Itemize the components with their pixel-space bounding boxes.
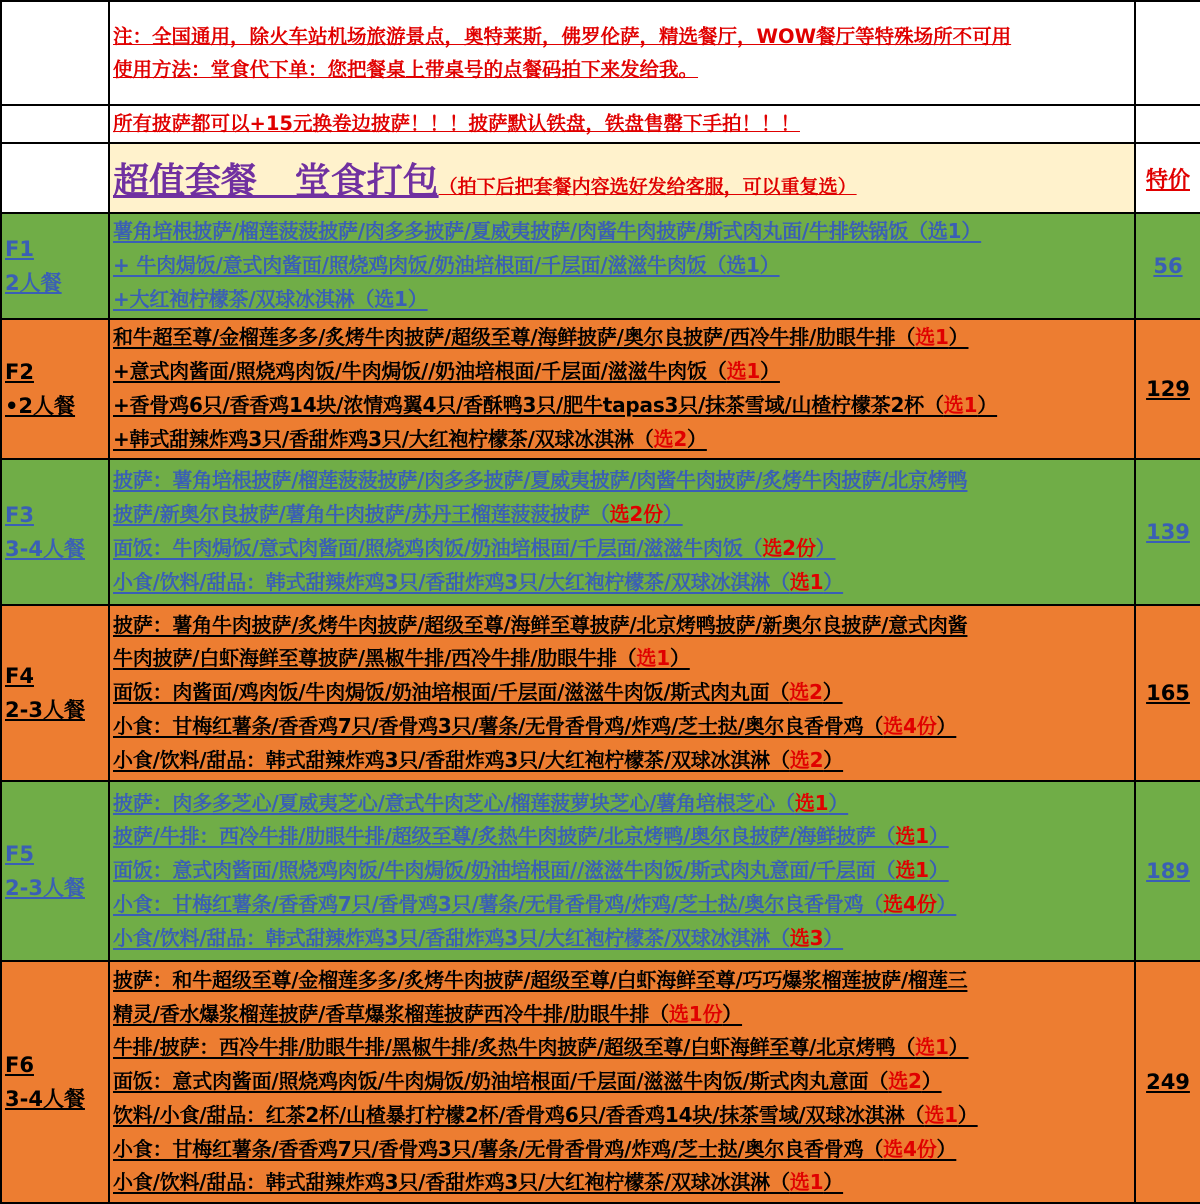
choice-count: 选3: [789, 925, 824, 950]
package-line-tail: ）: [928, 824, 949, 849]
package-size: 3-4人餐: [5, 1087, 85, 1111]
package-line-text: 小食/饮料/甜品：韩式甜辣炸鸡3只/香甜炸鸡3只/大红袍柠檬茶/双球冰淇淋（: [113, 569, 790, 594]
package-price: 249: [1146, 1070, 1190, 1094]
empty-cell: [1, 105, 109, 143]
choice-count: 选2: [789, 747, 824, 772]
package-size: •2人餐: [5, 394, 76, 418]
package-row: [1, 781, 1200, 961]
package-price: 129: [1146, 377, 1190, 401]
package-line: [113, 1031, 1131, 1065]
choice-count: 选1: [943, 393, 978, 417]
package-row: [1, 213, 1200, 319]
package-line-text: 面饭：肉酱面/鸡肉饭/牛肉焗饭/奶油培根面/千层面/滋滋牛肉饭/斯式肉丸面（: [113, 680, 790, 705]
package-line-text: 小食/饮料/甜品：韩式甜辣炸鸡3只/香甜炸鸡3只/大红袍柠檬茶/双球冰淇淋（: [113, 1170, 790, 1195]
package-line: [113, 566, 1131, 600]
package-code: F6: [5, 1053, 34, 1077]
empty-cell: [1135, 105, 1200, 143]
package-line-tail: ）: [936, 713, 957, 738]
header-cell: [109, 143, 1135, 213]
package-line: [113, 1133, 1131, 1167]
package-line: [113, 215, 1131, 249]
package-line-tail: ）: [722, 1001, 743, 1026]
package-line-tail: ）: [957, 1102, 978, 1127]
package-line-text: 薯角培根披萨/榴莲菠菠披萨/肉多多披萨/夏威夷披萨/肉酱牛肉披萨/斯式肉丸面/牛排铁锅饭（选1）: [113, 219, 982, 244]
package-size: 2-3人餐: [5, 876, 85, 900]
choice-count: 选1: [794, 790, 829, 815]
choice-count: 选1: [636, 646, 670, 671]
package-price-cell: [1135, 319, 1200, 459]
package-line: [113, 498, 1131, 532]
package-line: [113, 820, 1131, 854]
package-id-cell: [1, 961, 109, 1203]
package-line-tail: ）: [948, 1035, 969, 1060]
package-content-cell: [109, 781, 1135, 961]
package-content-cell: [109, 961, 1135, 1203]
package-line: [113, 1065, 1131, 1099]
package-row: [1, 319, 1200, 459]
package-line-text: 披萨：肉多多芝心/夏威夷芝心/意式牛肉芝心/榴莲菠萝块芝心/薯角培根芝心（: [113, 790, 795, 815]
package-line-text: 饮料/小食/甜品：红茶2杯/山楂暴打柠檬2杯/香骨鸡6只/香香鸡14块/抹茶雪域/双球冰淇淋（: [113, 1102, 925, 1127]
price-header: 特价: [1145, 167, 1190, 193]
package-code: F3: [5, 503, 34, 527]
choice-count: 选2: [789, 680, 823, 705]
choice-count: 选1: [789, 569, 824, 594]
choice-count: 选1份: [668, 1001, 723, 1026]
package-id-cell: [1, 213, 109, 319]
package-line-text: 精灵/香水爆浆榴莲披萨/香草爆浆榴莲披萨西冷牛排/肋眼牛排（: [113, 1001, 669, 1026]
package-line-text: 和牛超至尊/金榴莲多多/炙烤牛肉披萨/超级至尊/海鲜披萨/奥尔良披萨/西冷牛排/肋眼牛排（: [113, 325, 916, 350]
package-content-cell: [109, 213, 1135, 319]
package-price: 139: [1146, 520, 1190, 544]
notice-row-1: [1, 1, 1200, 105]
package-line-text: 披萨：薯角牛肉披萨/炙烤牛肉披萨/超级至尊/海鲜至尊披萨/北京烤鸭披萨/新奥尔良披萨/意式肉酱: [113, 612, 968, 637]
package-line-tail: ）: [921, 1069, 942, 1094]
package-price-cell: [1135, 961, 1200, 1203]
package-line-tail: ）: [760, 359, 780, 384]
choice-count: 选4份: [883, 1136, 937, 1161]
package-row: [1, 459, 1200, 605]
package-line-text: 面饭：意式肉酱面/照烧鸡肉饭/牛肉焗饭/奶油培根面//滋滋牛肉饭/斯式肉丸意面/千层面（: [113, 858, 896, 883]
package-price-cell: [1135, 605, 1200, 781]
package-content-cell: [109, 605, 1135, 781]
package-line-tail: ）: [823, 925, 844, 950]
choice-count: 选1: [726, 359, 761, 384]
notice-cell: [109, 1, 1135, 105]
header-row: [1, 143, 1200, 213]
package-line-text: 披萨/新奥尔良披萨/薯角牛肉披萨/苏丹王榴莲菠菠披萨（: [113, 502, 610, 527]
package-code: F4: [5, 664, 34, 688]
package-line-text: +大红袍柠檬茶/双球冰淇淋（选1）: [113, 286, 428, 311]
package-line: [113, 744, 1131, 778]
empty-cell: [1, 1, 109, 105]
package-line: [113, 532, 1131, 566]
choice-count: 选1: [895, 858, 929, 883]
package-line-text: + 牛肉焗饭/意式肉酱面/照烧鸡肉饭/奶油培根面/千层面/滋滋牛肉饭（选1）: [113, 253, 780, 278]
package-line-tail: ）: [828, 790, 849, 815]
package-line: [113, 676, 1131, 710]
package-id-cell: [1, 781, 109, 961]
package-line-text: 牛肉披萨/白虾海鲜至尊披萨/黑椒牛排/西冷牛排/肋眼牛排（: [113, 646, 637, 671]
package-line: [113, 642, 1131, 676]
package-id-cell: [1, 605, 109, 781]
package-line-text: 小食：甘梅红薯条/香香鸡7只/香骨鸡3只/薯条/无骨香骨鸡/炸鸡/芝士挞/奥尔良香骨鸡（: [113, 713, 884, 738]
choice-count: 选2: [653, 426, 688, 451]
package-line-tail: ）: [823, 1170, 844, 1195]
choice-count: 选1: [789, 1170, 824, 1195]
package-line-text: 小食：甘梅红薯条/香香鸡7只/香骨鸡3只/薯条/无骨香骨鸡/炸鸡/芝士挞/奥尔良香骨鸡（: [113, 891, 884, 916]
package-line-tail: ）: [669, 646, 690, 671]
package-line: [113, 922, 1131, 956]
package-line: [113, 249, 1131, 283]
package-line: [113, 355, 1131, 389]
package-price-cell: [1135, 213, 1200, 319]
package-code: F2: [5, 360, 34, 384]
package-line: [113, 389, 1131, 423]
package-line: [113, 1166, 1131, 1200]
package-line-tail: ）: [815, 536, 836, 560]
choice-count: 选1: [915, 1035, 949, 1060]
empty-cell: [1, 143, 109, 213]
package-row: [1, 605, 1200, 781]
package-line-text: 面饭：牛肉焗饭/意式肉酱面/照烧鸡肉饭/奶油培根面/千层面/滋滋牛肉饭（: [113, 536, 763, 560]
package-line-text: 披萨：和牛超级至尊/金榴莲多多/炙烤牛肉披萨/超级至尊/白虾海鲜至尊/巧巧爆浆榴莲披萨/榴莲三: [113, 967, 968, 992]
package-line: [113, 787, 1131, 821]
package-size: 2-3人餐: [5, 698, 85, 722]
package-line-text: +意式肉酱面/照烧鸡肉饭/牛肉焗饭//奶油培根面/千层面/滋滋牛肉饭（: [113, 359, 727, 384]
choice-count: 选2: [888, 1069, 922, 1094]
package-price-cell: [1135, 781, 1200, 961]
package-id-cell: [1, 459, 109, 605]
price-header-cell: [1135, 143, 1200, 213]
package-line-tail: ）: [936, 1136, 957, 1161]
package-line-text: +香骨鸡6只/香香鸡14块/浓情鸡翼4只/香酥鸭3只/肥牛tapas3只/抹茶雪域/山楂柠檬茶2杯（: [113, 393, 944, 417]
package-line-tail: ）: [662, 502, 683, 527]
package-line-tail: ）: [928, 858, 949, 883]
package-id-cell: [1, 319, 109, 459]
package-line-tail: ）: [823, 747, 844, 772]
package-code: F5: [5, 842, 34, 866]
choice-count: 选4份: [883, 891, 937, 916]
package-line-tail: ）: [687, 426, 707, 451]
package-line-tail: ）: [977, 393, 998, 417]
choice-count: 选1: [895, 824, 929, 849]
packages-body: [1, 213, 1200, 1203]
package-line-tail: ）: [936, 891, 957, 916]
package-price: 189: [1146, 859, 1190, 883]
package-line-tail: ）: [948, 325, 969, 350]
package-size: 3-4人餐: [5, 537, 85, 561]
package-line-text: 面饭：意式肉酱面/照烧鸡肉饭/牛肉焗饭/奶油培根面/千层面/滋滋牛肉饭/斯式肉丸意面（: [113, 1069, 889, 1094]
package-price-cell: [1135, 459, 1200, 605]
choice-count: 选2份: [762, 536, 816, 560]
choice-count: 选4份: [883, 713, 937, 738]
package-price: 56: [1153, 254, 1183, 278]
package-line-text: 小食/饮料/甜品：韩式甜辣炸鸡3只/香甜炸鸡3只/大红袍柠檬茶/双球冰淇淋（: [113, 925, 790, 950]
package-line: [113, 609, 1131, 643]
package-price: 165: [1146, 681, 1190, 705]
package-line: [113, 710, 1131, 744]
package-line-text: 小食/饮料/甜品：韩式甜辣炸鸡3只/香甜炸鸡3只/大红袍柠檬茶/双球冰淇淋（: [113, 747, 790, 772]
package-line: [113, 321, 1131, 355]
package-line-text: 牛排/披萨：西冷牛排/肋眼牛排/黑椒牛排/炙热牛肉披萨/超级至尊/白虾海鲜至尊/北京烤鸭（: [113, 1035, 916, 1060]
package-line-tail: ）: [823, 569, 844, 594]
empty-cell: [1135, 1, 1200, 105]
package-line: [113, 1099, 1131, 1133]
package-line: [113, 998, 1131, 1032]
package-line-text: +韩式甜辣炸鸡3只/香甜炸鸡3只/大红袍柠檬茶/双球冰淇淋（: [113, 426, 654, 451]
notice-cell: [109, 105, 1135, 143]
package-line: [113, 888, 1131, 922]
package-line: [113, 464, 1131, 498]
notice-text-1: 注：全国通用，除火车站机场旅游景点，奥特莱斯，佛罗伦萨，精选餐厅，WOW餐厅等特殊场所不可用: [113, 24, 1012, 48]
package-line-text: 披萨/牛排：西冷牛排/肋眼牛排/超级至尊/炙热牛肉披萨/北京烤鸭/奥尔良披萨/海鲜披萨（: [113, 824, 896, 849]
header-note: （拍下后把套餐内容选好发给客服，可以重复选）: [438, 175, 857, 198]
package-line: [113, 854, 1131, 888]
notice-row-2: [1, 105, 1200, 143]
package-code: F1: [5, 237, 34, 261]
package-line-text: 小食：甘梅红薯条/香香鸡7只/香骨鸡3只/薯条/无骨香骨鸡/炸鸡/芝士挞/奥尔良香骨鸡（: [113, 1136, 884, 1161]
package-line: [113, 423, 1131, 457]
notice-text-2: 使用方法：堂食代下单：您把餐桌上带桌号的点餐码拍下来发给我。: [113, 57, 699, 81]
package-content-cell: [109, 319, 1135, 459]
choice-count: 选2份: [609, 502, 663, 527]
choice-count: 选1: [924, 1102, 958, 1127]
notice-text-3: 所有披萨都可以+15元换卷边披萨！！！披萨默认铁盘，铁盘售罄下手拍！！！: [113, 112, 800, 135]
package-line: [113, 964, 1131, 998]
package-size: 2人餐: [5, 271, 62, 295]
package-line-text: 披萨：薯角培根披萨/榴莲菠菠披萨/肉多多披萨/夏威夷披萨/肉酱牛肉披萨/炙烤牛肉披萨/北京烤鸭: [113, 468, 968, 493]
package-line: [113, 283, 1131, 317]
package-row: [1, 961, 1200, 1203]
package-line-tail: ）: [822, 680, 843, 705]
package-content-cell: [109, 459, 1135, 605]
choice-count: 选1: [915, 325, 949, 350]
header-title: 超值套餐 堂食打包: [113, 160, 439, 202]
